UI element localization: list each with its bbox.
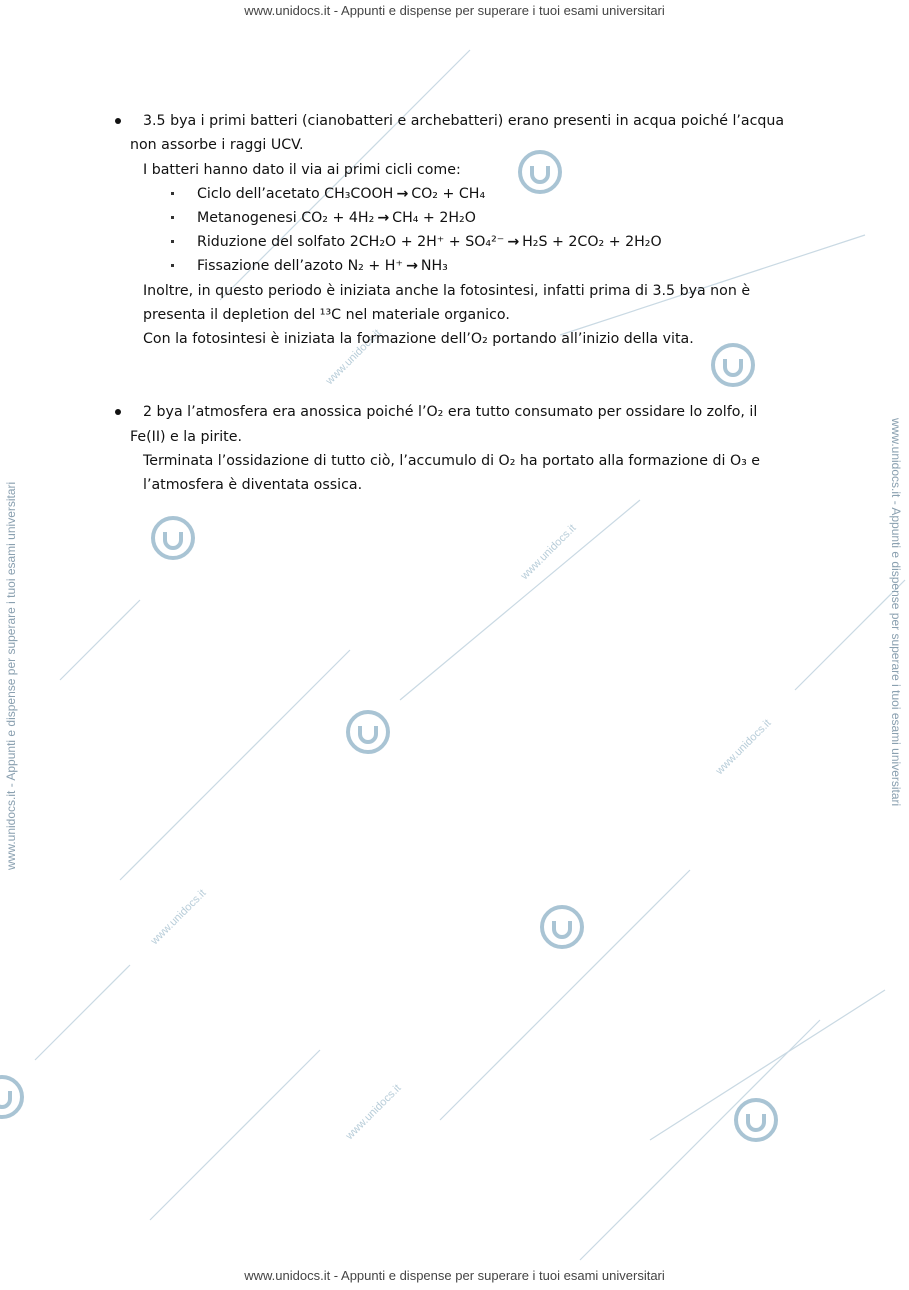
list-marker	[171, 264, 174, 267]
cycle-reactants: CO₂ + 4H₂	[301, 210, 375, 226]
list-marker	[171, 216, 174, 219]
section-1-para-2: presenta il depletion del ¹³C nel materiale organico.	[143, 307, 510, 323]
cycle-name: Fissazione dell’azoto	[197, 258, 344, 274]
svg-text:www.unidocs.it: www.unidocs.it	[713, 717, 774, 778]
svg-text:www.unidocs.it: www.unidocs.it	[323, 327, 384, 388]
section-1-intro: I batteri hanno dato il via ai primi cicli come:	[143, 162, 461, 178]
cycle-name: Metanogenesi	[197, 210, 297, 226]
svg-text:www.unidocs.it: www.unidocs.it	[148, 887, 209, 948]
cycle-products: NH₃	[420, 258, 448, 274]
cycle-name: Ciclo dell’acetato	[197, 186, 320, 202]
arrow-right-icon: →	[396, 186, 409, 202]
section-1-line-1: 3.5 bya i primi batteri (cianobatteri e archebatteri) erano presenti in acqua poiché l’acqua	[143, 113, 785, 129]
section-2-para-2: l’atmosfera è diventata ossica.	[143, 477, 363, 493]
bullet-marker	[115, 409, 121, 415]
cycle-item-solfato	[197, 232, 662, 252]
cycle-products: H₂S + 2CO₂ + 2H₂O	[522, 234, 662, 250]
cycle-item-acetato	[197, 184, 485, 204]
arrow-right-icon: →	[377, 210, 390, 226]
cycle-item-metanogenesi	[197, 208, 476, 228]
section-2-para-1: Terminata l’ossidazione di tutto ciò, l’accumulo di O₂ ha portato alla formazione di O₃ e	[143, 453, 761, 469]
section-1-para-3: Con la fotosintesi è iniziata la formazione dell’O₂ portando all’inizio della vita.	[143, 331, 694, 347]
svg-text:www.unidocs.it: www.unidocs.it	[518, 522, 579, 583]
cycle-reactants: N₂ + H⁺	[347, 258, 403, 274]
watermark-side-right: www.unidocs.it - Appunti e dispense per superare i tuoi esami universitari	[889, 418, 903, 807]
section-2-line-1: 2 bya l’atmosfera era anossica poiché l’O₂ era tutto consumato per ossidare lo zolfo, il	[143, 404, 758, 420]
cycle-reactants: 2CH₂O + 2H⁺ + SO₄²⁻	[349, 234, 505, 250]
list-marker	[171, 240, 174, 243]
list-marker	[171, 192, 174, 195]
cycle-name: Riduzione del solfato	[197, 234, 346, 250]
bullet-marker	[115, 118, 121, 124]
section-2-line-2: Fe(II) e la pirite.	[130, 429, 242, 445]
arrow-right-icon: →	[405, 258, 418, 274]
watermark-top-banner: www.unidocs.it - Appunti e dispense per superare i tuoi esami universitari	[244, 3, 665, 18]
watermark-bottom-banner: www.unidocs.it - Appunti e dispense per superare i tuoi esami universitari	[244, 1268, 665, 1283]
cycle-reactants: CH₃COOH	[324, 186, 394, 202]
arrow-right-icon: →	[507, 234, 520, 250]
cycle-products: CO₂ + CH₄	[411, 186, 486, 202]
svg-text:www.unidocs.it: www.unidocs.it	[343, 1082, 404, 1143]
cycle-products: CH₄ + 2H₂O	[392, 210, 476, 226]
section-1-line-2: non assorbe i raggi UCV.	[130, 137, 304, 153]
cycle-item-azoto	[197, 256, 448, 276]
section-1-para-1: Inoltre, in questo periodo è iniziata anche la fotosintesi, infatti prima di 3.5 bya non è	[143, 283, 751, 299]
watermark-side-left: www.unidocs.it - Appunti e dispense per superare i tuoi esami universitari	[4, 481, 18, 870]
